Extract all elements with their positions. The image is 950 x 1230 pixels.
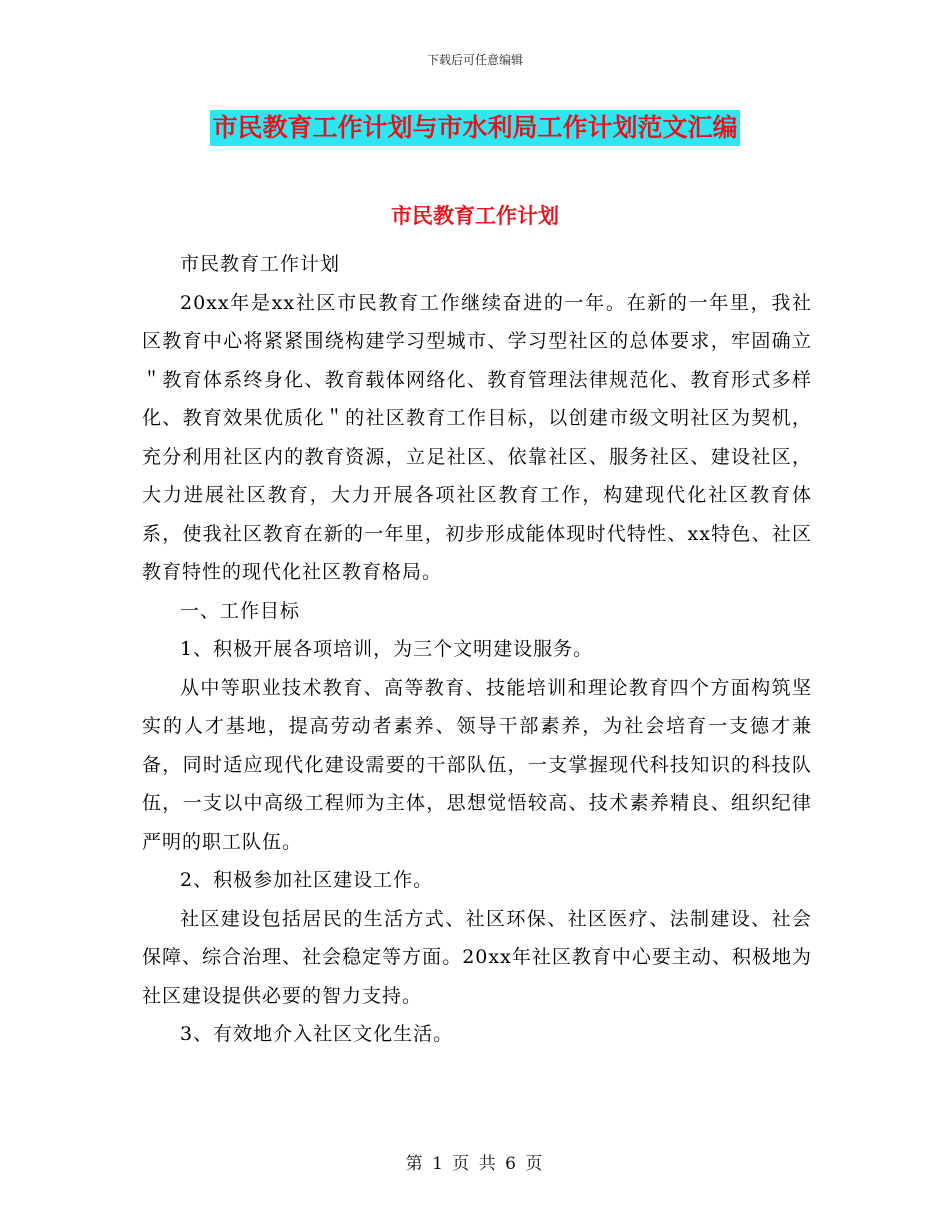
paragraph-subtitle: 市民教育工作计划 — [180, 253, 341, 275]
heading-goal-3: 3、有效地介入社区文化生活。 — [180, 1023, 454, 1045]
heading-goal-2: 2、积极参加社区建设工作。 — [180, 869, 434, 891]
section-title: 市民教育工作计划 — [391, 203, 559, 228]
document-body — [142, 245, 812, 1054]
document-title-container — [0, 110, 950, 146]
paragraph-goal-1: 从中等职业技术教育、高等教育、技能培训和理论教育四个方面构筑坚实的人才基地，提高劳动者素养、领导干部素养，为社会培育一支德才兼备，同时适应现代化建设需要的干部队伍，一支掌握现代科技知识的科技队伍，一支以中高级工程师为主体，思想觉悟较高、技术素养精良、组织纪律严明的职工队伍。 — [142, 676, 812, 853]
paragraph-intro: 20xx年是xx社区市民教育工作继续奋进的一年。在新的一年里，我社区教育中心将紧紧围绕构建学习型城市、学习型社区的总体要求，牢固确立＂教育体系终身化、教育载体网络化、教育管理法律规范化、教育形式多样化、教育效果优质化＂的社区教育工作目标，以创建市级文明社区为契机，充分利用社区内的教育资源，立足社区、依靠社区、服务社区、建设社区，大力进展社区教育，大力开展各项社区教育工作，构建现代化社区教育体系，使我社区教育在新的一年里，初步形成能体现时代特性、xx特色、社区教育特性的现代化社区教育格局。 — [142, 291, 812, 583]
page-header-note: 下载后可任意编辑 — [426, 53, 523, 67]
heading-work-goals: 一、工作目标 — [180, 599, 301, 622]
heading-goal-1: 1、积极开展各项培训，为三个文明建设服务。 — [180, 638, 594, 660]
document-title: 市民教育工作计划与市水利局工作计划范文汇编 — [210, 110, 739, 146]
page-number: 第 1 页 共 6 页 — [405, 1154, 545, 1174]
paragraph-goal-2: 社区建设包括居民的生活方式、社区环保、社区医疗、法制建设、社会保障、综合治理、社会稳定等方面。20xx年社区教育中心要主动、积极地为社区建设提供必要的智力支持。 — [142, 907, 812, 1007]
